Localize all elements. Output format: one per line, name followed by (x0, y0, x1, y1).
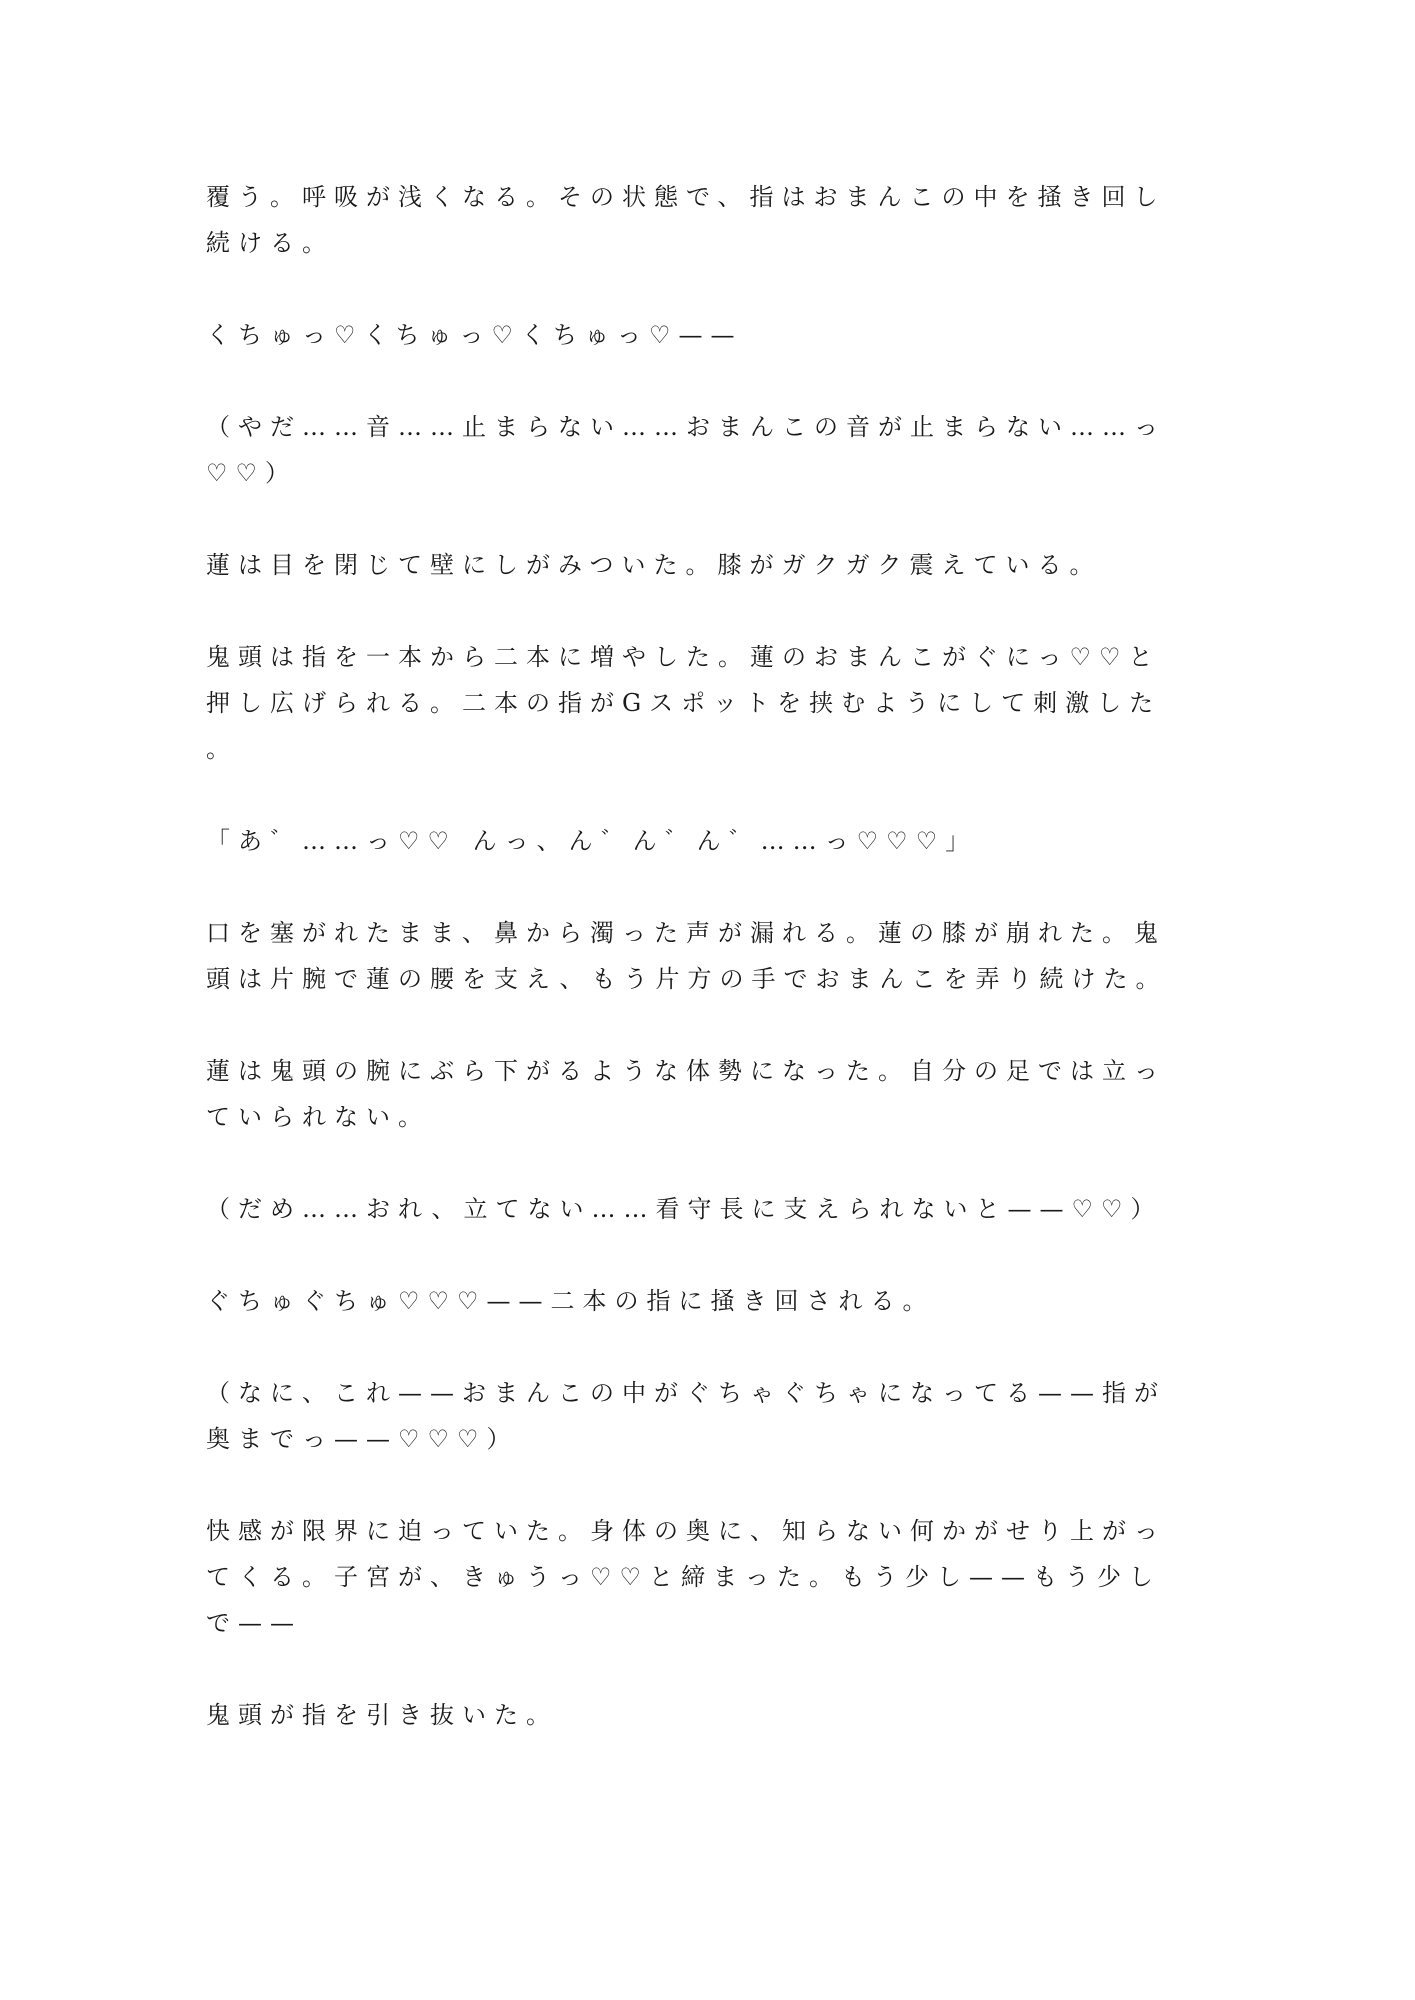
text-line: 「あ゛……っ♡♡ んっ、ん゛ん゛ん゛……っ♡♡♡」 (206, 827, 978, 855)
text-line: 頭は片腕で蓮の腰を支え、もう片方の手でおまんこを弄り続けた。 (206, 965, 1168, 993)
paragraph (206, 1278, 1206, 1324)
text-line: くちゅっ♡くちゅっ♡くちゅっ♡—— (206, 321, 743, 349)
paragraph (206, 910, 1206, 1002)
text-line: 押し広げられる。二本の指がGスポットを挟むようにして刺激した (206, 689, 1162, 717)
text-line: （やだ……音……止まらない……おまんこの音が止まらない……っ (206, 413, 1166, 441)
text-line: （なに、これ——おまんこの中がぐちゃぐちゃになってる——指が (206, 1379, 1166, 1407)
paragraph (206, 174, 1206, 266)
text-line: 続ける。 (206, 229, 334, 257)
text-line: で—— (206, 1609, 302, 1637)
text-line: 蓮は鬼頭の腕にぶら下がるような体勢になった。自分の足では立っ (206, 1057, 1166, 1085)
text-line: ていられない。 (206, 1103, 430, 1131)
paragraph (206, 634, 1206, 772)
paragraph (206, 312, 1206, 358)
text-line: （だめ……おれ、立てない……看守長に支えられないと——♡♡） (206, 1195, 1163, 1223)
text-line: ♡♡） (206, 459, 298, 487)
paragraph (206, 1508, 1206, 1646)
paragraph (206, 1370, 1206, 1462)
paragraph (206, 1048, 1206, 1140)
paragraph (206, 404, 1206, 496)
text-line: 蓮は目を閉じて壁にしがみついた。膝がガクガク震えている。 (206, 551, 1102, 579)
text-line: 鬼頭は指を一本から二本に増やした。蓮のおまんこがぐにっ♡♡と (206, 643, 1161, 671)
paragraph (206, 1186, 1206, 1232)
paragraph (206, 1692, 1206, 1738)
document-page (206, 174, 1206, 1784)
text-line: 鬼頭が指を引き抜いた。 (206, 1701, 558, 1729)
text-line: 口を塞がれたまま、鼻から濁った声が漏れる。蓮の膝が崩れた。鬼 (206, 919, 1166, 947)
text-line: てくる。子宮が、きゅうっ♡♡と締まった。もう少し——もう少し (206, 1563, 1162, 1591)
text-line: 覆う。呼吸が浅くなる。その状態で、指はおまんこの中を掻き回し (206, 183, 1166, 211)
paragraph (206, 818, 1206, 864)
text-line: 快感が限界に迫っていた。身体の奥に、知らない何かがせり上がっ (206, 1517, 1166, 1545)
text-line: ぐちゅぐちゅ♡♡♡——二本の指に掻き回される。 (206, 1287, 935, 1315)
text-line: 。 (206, 735, 238, 763)
paragraph (206, 542, 1206, 588)
text-line: 奥までっ——♡♡♡） (206, 1425, 519, 1453)
